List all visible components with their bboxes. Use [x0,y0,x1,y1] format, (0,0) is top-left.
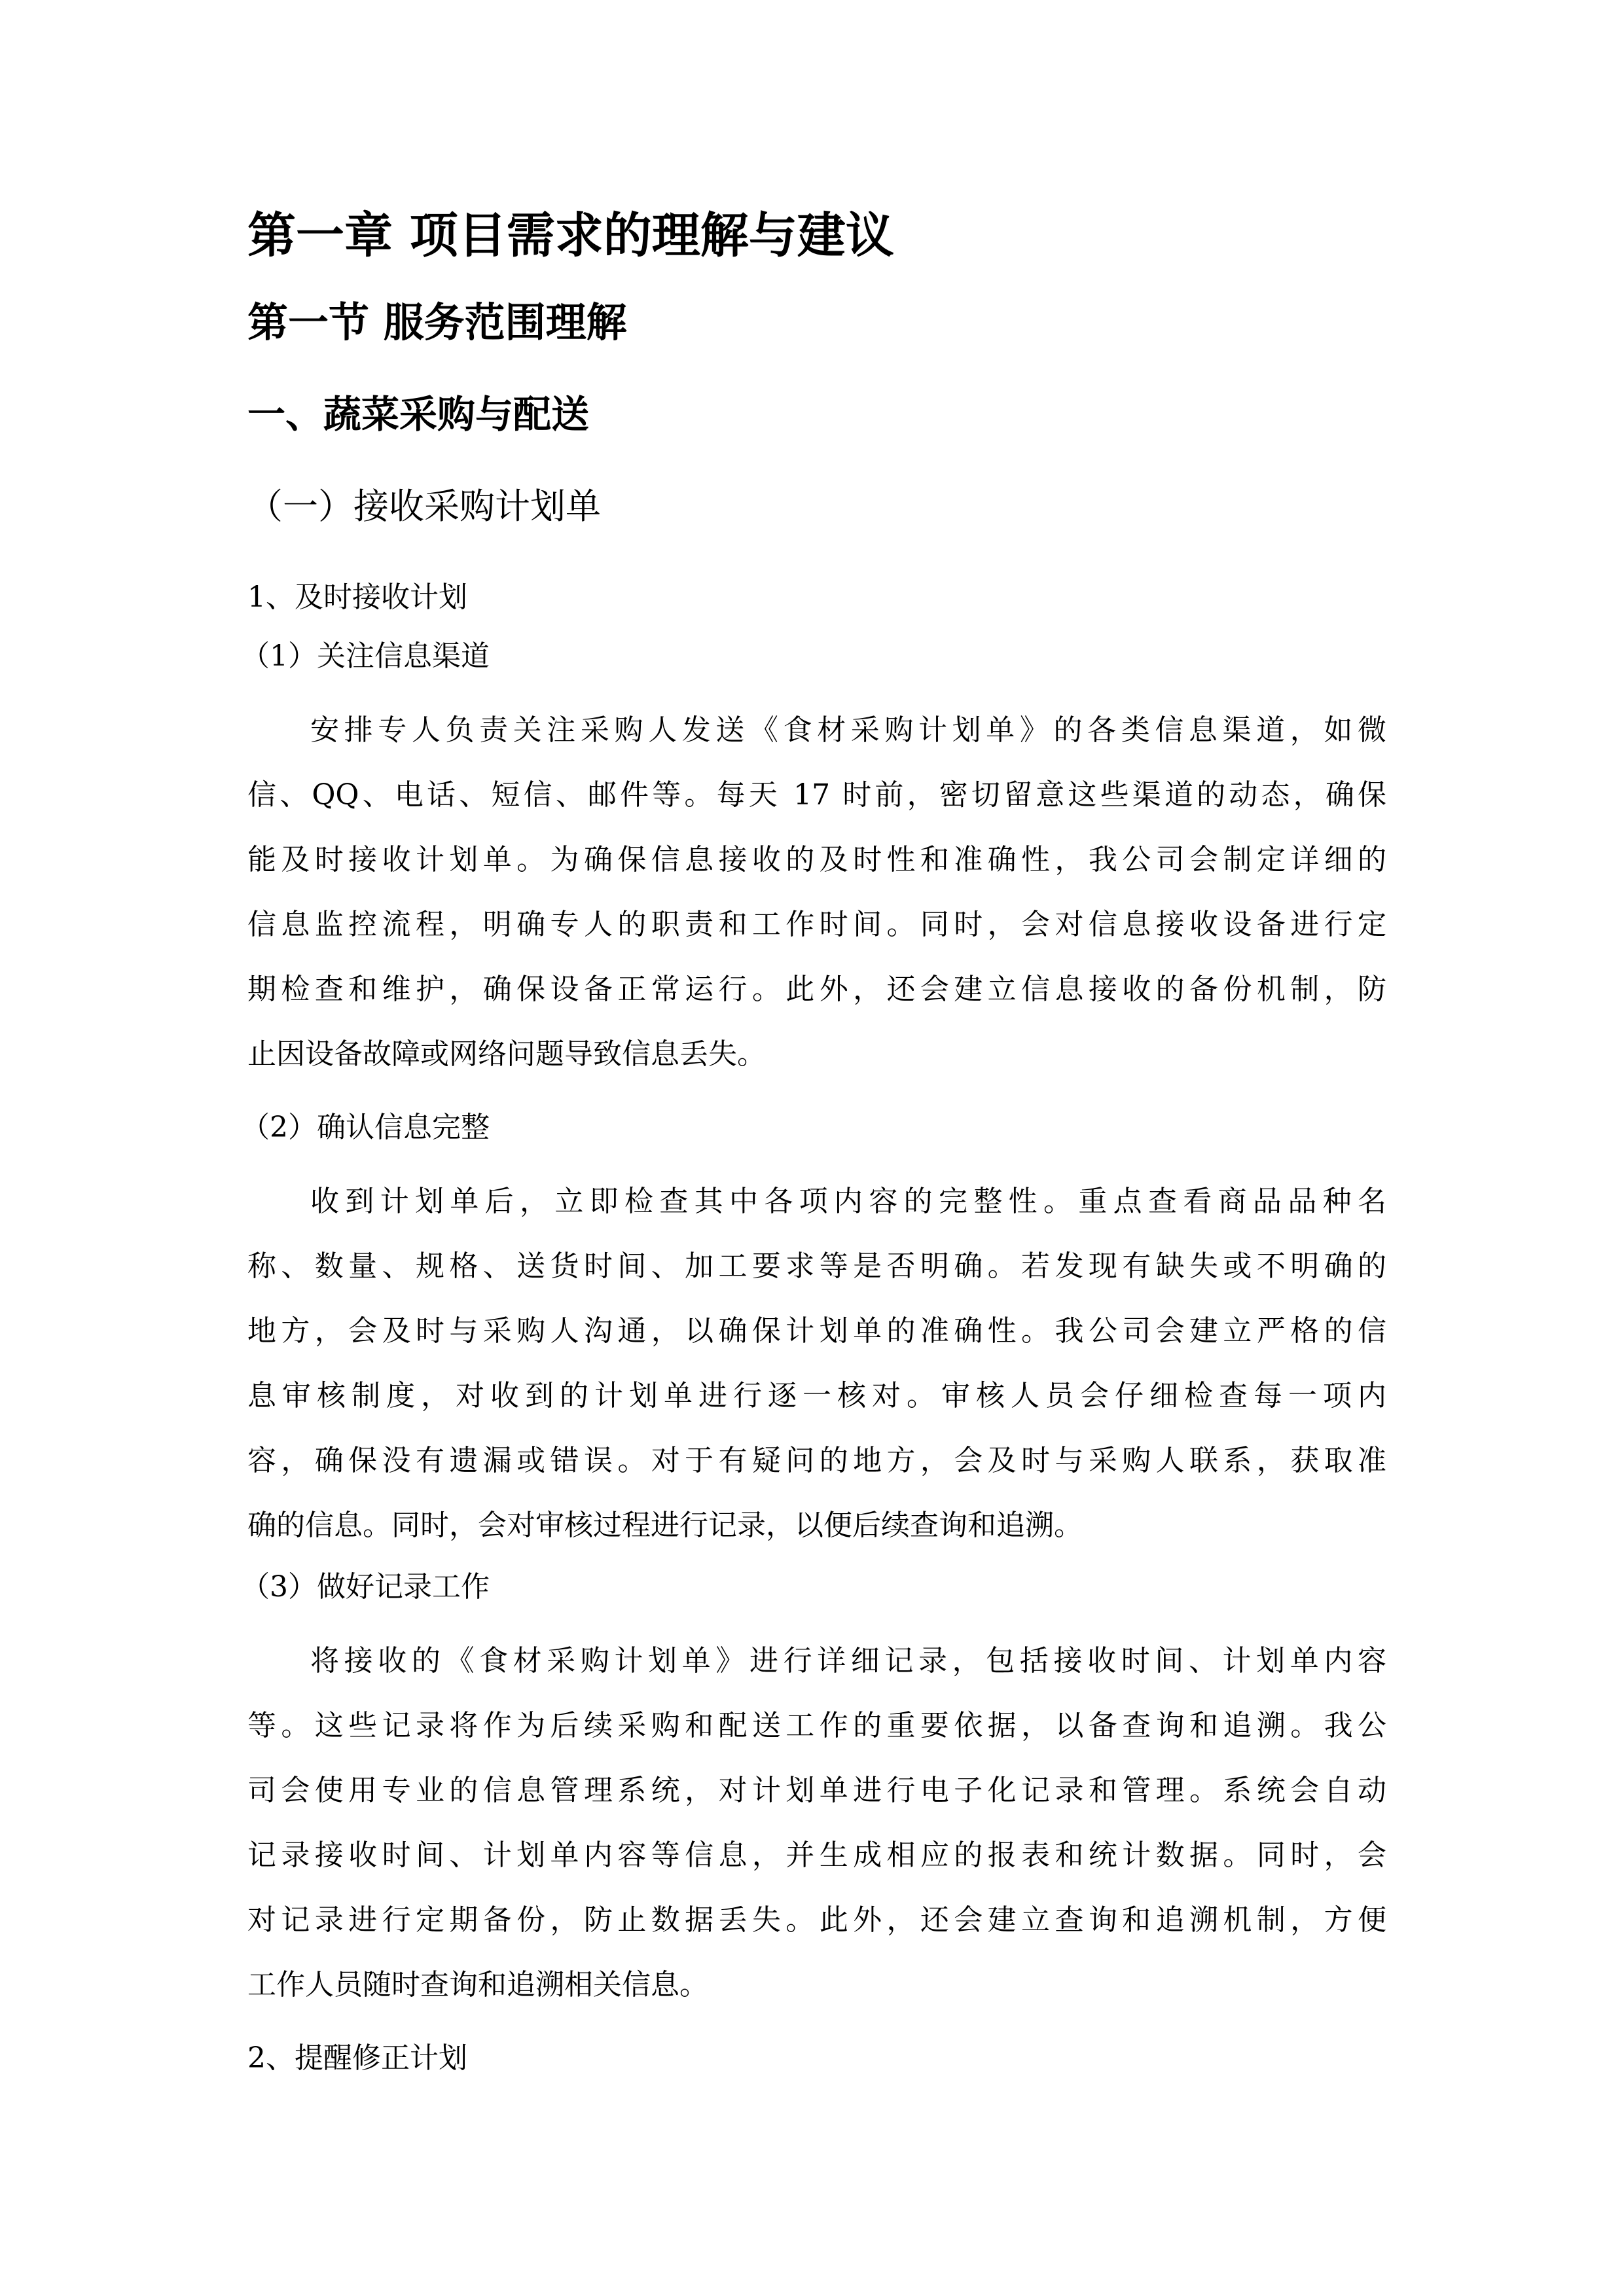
document-page [241,203,1386,2088]
subitem-2-title: （2）确认信息完整 [241,1111,490,1144]
paragraph-line: 止因设备故障或网络问题导致信息丢失。 [247,1037,766,1071]
paragraph-line: 信、QQ、电话、短信、邮件等。每天 17 时前，密切留意这些渠道的动态，确保 [247,778,1386,812]
paragraph-line: 期检查和维护，确保设备正常运行。此外，还会建立信息接收的备份机制，防 [247,973,1386,1006]
section-title: 第一节 服务范围理解 [247,298,627,346]
item-2-title: 2、提醒修正计划 [247,2041,467,2075]
paragraph-line: 信息监控流程，明确专人的职责和工作时间。同时，会对信息接收设备进行定 [247,908,1386,941]
paragraph-line: 息审核制度，对收到的计划单进行逐一核对。审核人员会仔细检查每一项内 [247,1379,1386,1412]
subitem-1-title: （1）关注信息渠道 [241,639,490,673]
subpart-title: （一）接收采购计划单 [247,486,601,527]
paragraph-2 [247,1169,1386,1558]
paragraph-line: 确的信息。同时，会对审核过程进行记录，以便后续查询和追溯。 [247,1509,1083,1542]
paragraph-line: 容，确保没有遗漏或错误。对于有疑问的地方，会及时与采购人联系，获取准 [247,1444,1386,1477]
paragraph-3 [247,1628,1386,2017]
paragraph-line: 将接收的《食材采购计划单》进行详细记录，包括接收时间、计划单内容 [310,1644,1386,1677]
paragraph-line: 记录接收时间、计划单内容等信息，并生成相应的报表和统计数据。同时，会 [247,1839,1386,1872]
paragraph-1 [247,698,1386,1086]
paragraph-line: 司会使用专业的信息管理系统，对计划单进行电子化记录和管理。系统会自动 [247,1774,1386,1807]
paragraph-line: 工作人员随时查询和追溯相关信息。 [247,1968,708,2001]
paragraph-line: 称、数量、规格、送货时间、加工要求等是否明确。若发现有缺失或不明确的 [247,1249,1386,1283]
paragraph-line: 对记录进行定期备份，防止数据丢失。此外，还会建立查询和追溯机制，方便 [247,1903,1386,1937]
chapter-title: 第一章 项目需求的理解与建议 [247,207,894,264]
item-1-title: 1、及时接收计划 [247,581,467,614]
paragraph-line: 地方，会及时与采购人沟通，以确保计划单的准确性。我公司会建立严格的信 [247,1314,1386,1348]
paragraph-line: 能及时接收计划单。为确保信息接收的及时性和准确性，我公司会制定详细的 [247,843,1386,876]
paragraph-line: 安排专人负责关注采购人发送《食材采购计划单》的各类信息渠道，如微 [310,713,1386,747]
part-title: 一、蔬菜采购与配送 [247,392,590,437]
paragraph-line: 等。这些记录将作为后续采购和配送工作的重要依据，以备查询和追溯。我公 [247,1709,1386,1742]
subitem-3-title: （3）做好记录工作 [241,1570,490,1604]
paragraph-line: 收到计划单后，立即检查其中各项内容的完整性。重点查看商品品种名 [310,1185,1386,1218]
